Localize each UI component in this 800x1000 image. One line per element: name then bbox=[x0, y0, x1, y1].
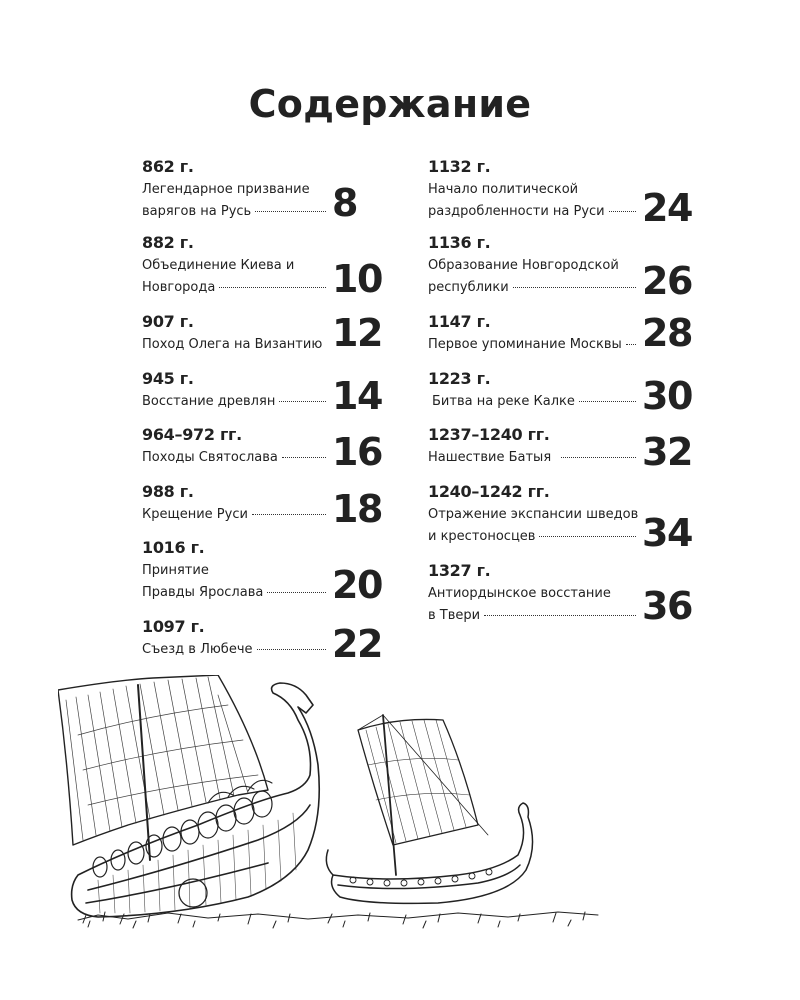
entry-page-number[interactable]: 34 bbox=[642, 511, 692, 555]
small-ship-hull bbox=[326, 803, 532, 903]
entry-title-line: Антиордынское восстание bbox=[428, 586, 611, 601]
entry-page-number[interactable]: 24 bbox=[642, 186, 692, 230]
entry-year: 1136 г. bbox=[428, 233, 491, 252]
toc-entry[interactable] bbox=[142, 368, 382, 418]
entry-title-line: Восстание древлян bbox=[142, 394, 276, 409]
toc-entry[interactable] bbox=[428, 368, 693, 418]
toc-entry[interactable] bbox=[428, 560, 693, 628]
dot-leader bbox=[279, 401, 326, 402]
entry-year: 1097 г. bbox=[142, 617, 205, 636]
entry-title-line: Начало политической bbox=[428, 182, 579, 197]
entry-title-line: раздробленности на Руси bbox=[428, 204, 605, 219]
page-title: Содержание bbox=[248, 82, 532, 126]
dot-leader bbox=[561, 457, 636, 458]
entry-title bbox=[428, 391, 636, 413]
dot-leader bbox=[282, 457, 326, 458]
entry-title-line: Образование Новгородской bbox=[428, 258, 619, 273]
entry-title bbox=[142, 560, 326, 604]
entry-page-number[interactable]: 22 bbox=[332, 622, 382, 666]
entry-title-line: Отражение экспансии шведов bbox=[428, 507, 639, 522]
entry-title-line: Первое упоминание Москвы bbox=[428, 337, 622, 352]
entry-year: 1223 г. bbox=[428, 369, 491, 388]
entry-title-line: республики bbox=[428, 280, 509, 295]
entry-title bbox=[428, 583, 636, 627]
toc-entry[interactable] bbox=[428, 481, 693, 555]
entry-title-line: Крещение Руси bbox=[142, 507, 248, 522]
entry-title-line: Новгорода bbox=[142, 280, 216, 295]
entry-page-number[interactable]: 28 bbox=[642, 311, 692, 355]
small-ship-sail bbox=[358, 719, 478, 845]
entry-title-line: в Твери bbox=[428, 608, 481, 623]
entry-year: 1240–1242 гг. bbox=[428, 482, 550, 501]
entry-title bbox=[142, 447, 326, 469]
entry-title bbox=[428, 179, 636, 223]
entry-page-number[interactable]: 8 bbox=[332, 181, 357, 225]
entry-page-number[interactable]: 14 bbox=[332, 374, 382, 418]
entry-page-number[interactable]: 10 bbox=[332, 257, 382, 301]
entry-title-line: Принятие bbox=[142, 563, 209, 578]
dot-leader bbox=[484, 615, 636, 616]
entry-page-number[interactable]: 32 bbox=[642, 430, 692, 474]
entry-year: 907 г. bbox=[142, 312, 194, 331]
entry-title-line: Съезд в Любече bbox=[142, 642, 253, 657]
entry-title bbox=[142, 391, 326, 413]
entry-title-line: Объединение Киева и bbox=[142, 258, 295, 273]
entry-page-number[interactable]: 18 bbox=[332, 487, 382, 531]
entry-title bbox=[142, 504, 326, 526]
toc-entry[interactable] bbox=[428, 232, 693, 303]
dot-leader bbox=[267, 592, 326, 593]
entry-title bbox=[428, 447, 636, 469]
dot-leader bbox=[579, 401, 636, 402]
entry-year: 1237–1240 гг. bbox=[428, 425, 550, 444]
entry-title bbox=[142, 334, 326, 356]
dot-leader bbox=[252, 514, 326, 515]
entry-title-line: Походы Святослава bbox=[142, 450, 278, 465]
entry-page-number[interactable]: 36 bbox=[642, 584, 692, 628]
entry-page-number[interactable]: 16 bbox=[332, 430, 382, 474]
dot-leader bbox=[539, 536, 636, 537]
entry-year: 964–972 гг. bbox=[142, 425, 242, 444]
entry-title bbox=[142, 255, 326, 299]
entry-page-number[interactable]: 30 bbox=[642, 374, 692, 418]
dot-leader bbox=[609, 211, 636, 212]
entry-title-line: Битва на реке Калке bbox=[432, 394, 575, 409]
entry-page-number[interactable]: 12 bbox=[332, 311, 382, 355]
toc-entry[interactable] bbox=[142, 232, 382, 301]
entry-year: 945 г. bbox=[142, 369, 194, 388]
entry-title-line: Легендарное призвание bbox=[142, 182, 310, 197]
entry-year: 1327 г. bbox=[428, 561, 491, 580]
toc-entry[interactable] bbox=[142, 481, 382, 531]
toc-entry[interactable] bbox=[142, 537, 382, 607]
entry-title bbox=[142, 179, 326, 223]
dot-leader bbox=[255, 211, 326, 212]
entry-year: 1016 г. bbox=[142, 538, 205, 557]
entry-year: 988 г. bbox=[142, 482, 194, 501]
toc-entry[interactable] bbox=[428, 311, 693, 355]
entry-page-number[interactable]: 20 bbox=[332, 563, 382, 607]
entry-page-number[interactable]: 26 bbox=[642, 259, 692, 303]
dot-leader bbox=[513, 287, 636, 288]
entry-title-line: Поход Олега на Византию bbox=[142, 337, 323, 352]
toc-entry[interactable] bbox=[142, 616, 382, 666]
entry-year: 862 г. bbox=[142, 157, 194, 176]
toc-entry[interactable] bbox=[428, 156, 693, 230]
viking-ships-illustration bbox=[58, 675, 618, 930]
entry-title-line: Нашествие Батыя bbox=[428, 450, 552, 465]
entry-title-line: и крестоносцев bbox=[428, 529, 536, 544]
entry-year: 1147 г. bbox=[428, 312, 491, 331]
entry-title bbox=[428, 334, 636, 356]
toc-entry[interactable] bbox=[142, 311, 382, 355]
entry-year: 1132 г. bbox=[428, 157, 491, 176]
large-ship-mast bbox=[138, 685, 150, 860]
entry-title bbox=[428, 255, 636, 299]
entry-year: 882 г. bbox=[142, 233, 194, 252]
entry-title bbox=[142, 639, 326, 661]
entry-title-line: варягов на Русь bbox=[142, 204, 252, 219]
entry-title bbox=[428, 504, 639, 548]
entry-title-line: Правды Ярослава bbox=[142, 585, 264, 600]
dot-leader bbox=[626, 344, 636, 345]
toc-entry[interactable] bbox=[142, 424, 382, 474]
grass-ground bbox=[78, 912, 598, 928]
toc-entry[interactable] bbox=[142, 156, 382, 225]
dot-leader bbox=[257, 649, 327, 650]
dot-leader bbox=[219, 287, 326, 288]
toc-entry[interactable] bbox=[428, 424, 693, 474]
